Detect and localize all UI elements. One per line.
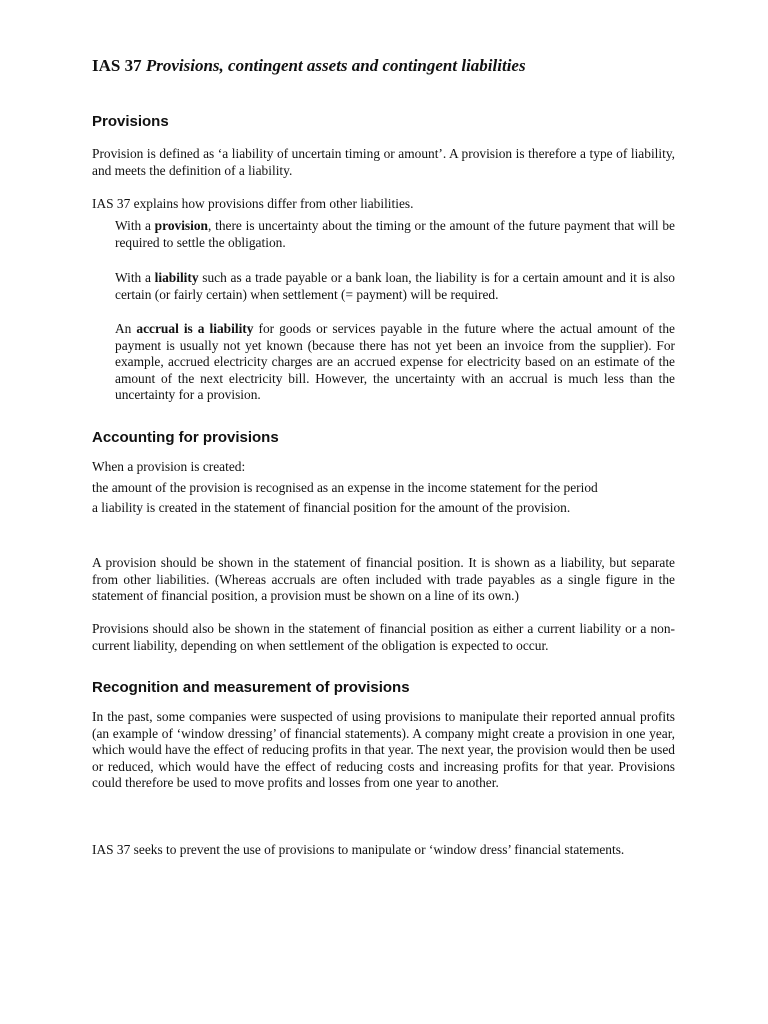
title-standard-name: Provisions, contingent assets and contingent liabilities [145,56,526,75]
accounting-point-2: a liability is created in the statement of financial position for the amount of the provision. [92,500,571,515]
accounting-intro: When a provision is created: [92,459,246,474]
recognition-para-2: IAS 37 seeks to prevent the use of provisions to manipulate or ‘window dress’ financial statements. [92,842,625,857]
recognition-para-1: In the past, some companies were suspected of using provisions to manipulate their reported annual profits (an example of ‘window dressing’ of financial statements). A company might create a provision in one year, which would have the effect of reducing profits in that year. The next year, the provision would then be used or reduced, which would have the effect of reducing costs and increasing profits for that year. Provisions could therefore be used to move profits and losses from one year to another. [92,709,675,791]
term-liability: liability [154,270,199,285]
provision-definition: Provision is defined as ‘a liability of uncertain timing or amount’. A provision is therefore a type of liability, and meets the definition of a liability. [92,146,675,178]
accounting-para-1: A provision should be shown in the statement of financial position. It is shown as a liability, but separate from other liabilities. (Whereas accruals are often included with trade payables as a single figure in the statement of financial position, a provision must be shown on a line of its own.) [92,555,675,604]
heading-recognition: Recognition and measurement of provisions [92,679,410,696]
accounting-point-1: the amount of the provision is recognised as an expense in the income statement for the period [92,480,598,495]
accounting-para-2: Provisions should also be shown in the statement of financial position as either a current liability or a non-current liability, depending on when settlement of the obligation is expected to occur. [92,621,675,653]
term-accrual: accrual is a liability [136,321,254,336]
document-title [92,56,526,76]
heading-provisions: Provisions [92,113,169,130]
provisions-intro: IAS 37 explains how provisions differ from other liabilities. [92,196,414,211]
item-provision: With a provision, there is uncertainty about the timing or the amount of the future payment that will be required to settle the obligation. [115,218,675,250]
heading-accounting: Accounting for provisions [92,429,279,446]
item-accrual: An accrual is a liability for goods or services payable in the future where the actual amount of the payment is usually not yet known (because there has not yet been an invoice from the supplier). For example, accrued electricity charges are an accrued expense for electricity based on an estimate of the amount of the next electricity bill. However, the uncertainty with an accrual is much less than the uncertainty for a provision. [115,321,675,403]
term-provision: provision [154,218,209,233]
title-standard-number: IAS 37 [92,56,142,75]
item-liability: With a liability such as a trade payable or a bank loan, the liability is for a certain amount and it is also certain (or fairly certain) when settlement (= payment) will be required. [115,270,675,302]
